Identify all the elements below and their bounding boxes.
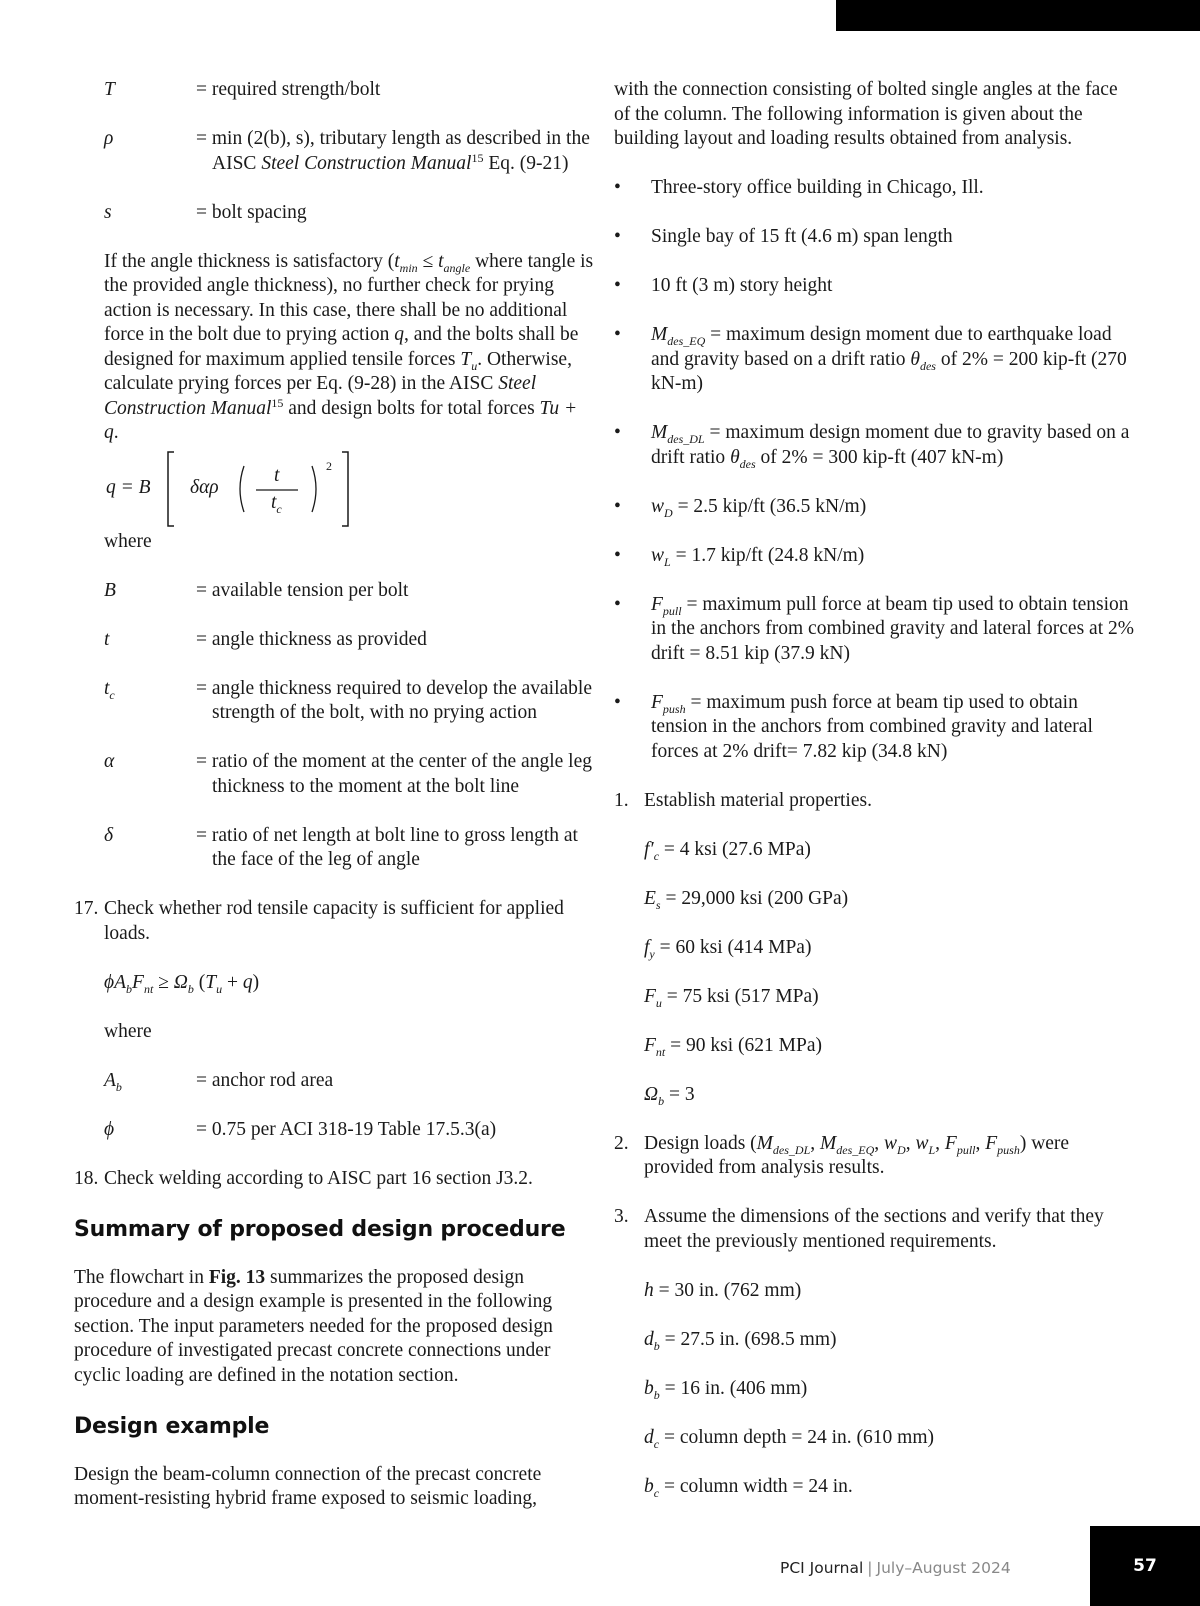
paragraph-angle-thickness: If the angle thickness is satisfactory ($t_{min} \le t_{angle}$ where tangle is the provided angle thickness), no further check for prying action is necessary. In this case, there shall be no additional force in the bolt due to prying action q, and the bolts shall be designed for maximum applied tensile forces $T_u$. Otherwise, calculate prying forces per Eq. (9-28) in the AISC Steel Construction Manual$^{15}$ and design bolts for total forces Tu + q. — [104, 250, 594, 443]
def-alpha — [104, 750, 594, 799]
heading-design-example: Design example — [74, 1413, 270, 1439]
paragraph-continued: with the connection consisting of bolted single angles at the face of the column. The following information is given about the building layout and loading results obtained from analysis. — [614, 79, 1118, 149]
def-symbol: δ — [104, 824, 114, 846]
step-text: Establish material properties. — [644, 789, 872, 811]
page-number-box — [1090, 1526, 1200, 1606]
step-text: Design loads ($M_{des\_DL}$, $M_{des\_EQ}$, $w_D$, $w_L$, $F_{pull}$, $F_{push}$) were provided from analysis results. — [644, 1132, 1070, 1178]
def-B — [104, 579, 594, 604]
def-text: = min (2(b), s), tributary length as described in the AISC Steel Construction Manual$^{15}$ Eq. (9-21) — [196, 128, 590, 174]
def-symbol: $A_b$ — [104, 1069, 122, 1094]
formula-inner: δαρ — [190, 476, 219, 498]
def-text: = anchor rod area — [196, 1069, 334, 1091]
step-3 — [614, 1205, 1134, 1254]
def-delta — [104, 824, 594, 873]
def-Ab — [104, 1069, 594, 1094]
bullet-building: • Three-story office building in Chicago, Ill. — [614, 176, 1134, 201]
def-symbol: t — [104, 628, 110, 650]
def-text: = required strength/bolt — [196, 79, 381, 100]
step-18 — [74, 1167, 594, 1192]
step-number: 17. — [74, 898, 99, 919]
step-1 — [614, 789, 1134, 814]
step-number: 18. — [74, 1167, 99, 1189]
step-number: 2. — [614, 1132, 629, 1154]
formula-denominator: $t_c$ — [271, 491, 282, 516]
bullet-wl: • $w_L = 1.7$ kip/ft (24.8 kN/m) — [614, 544, 865, 569]
def-text: = 0.75 per ACI 318-19 Table 17.5.3(a) — [196, 1118, 497, 1140]
def-rho — [104, 127, 594, 176]
material-fnt: $F_{nt} = 90$ ksi (621 MPa) — [644, 1034, 822, 1059]
where-label: where — [104, 1020, 152, 1042]
bullet-wd: • $w_D = 2.5$ kip/ft (36.5 kN/m) — [614, 495, 867, 520]
formula-lhs: q = B — [106, 476, 151, 498]
def-text: = bolt spacing — [196, 201, 307, 223]
prying-formula — [104, 448, 594, 530]
material-omega: $\Omega_b = 3$ — [644, 1083, 695, 1108]
page-number: 57 — [1133, 1556, 1157, 1576]
footer-separator: | — [867, 1559, 873, 1577]
def-t — [104, 628, 594, 653]
bullet-dot: • — [614, 422, 621, 443]
def-symbol: T — [104, 79, 115, 100]
bullet-fpull: • $F_{pull}$ = maximum pull force at beam tip used to obtain tension in the anchors from combined gravity and lateral forces at 2% drift = 8.51 kip (37.9 kN) — [614, 593, 1134, 664]
step-text: Check whether rod tensile capacity is sufficient for applied loads. — [104, 898, 564, 944]
bullet-dot: • — [614, 177, 621, 198]
right-column — [614, 78, 1134, 1499]
bullet-mdes-dl: • $M_{des\_DL}$ = maximum design moment due to gravity based on a drift ratio $\theta_{des}$ of 2% = 300 kip-ft (407 kN-m) — [614, 422, 1130, 471]
bullet-dot: • — [614, 275, 621, 296]
bullet-fpush: • $F_{push}$ = maximum push force at beam tip used to obtain tension in the anchors from combined gravity and lateral forces at 2% drift= 7.82 kip (34.8 kN) — [614, 691, 1093, 762]
def-text: = angle thickness as provided — [196, 628, 427, 650]
material-fu: $F_u = 75$ ksi (517 MPa) — [644, 985, 819, 1010]
def-s — [104, 201, 594, 226]
step-17 — [74, 897, 594, 946]
paragraph-summary: The flowchart in Fig. 13 summarizes the proposed design procedure and a design example is presented in the following section. The input parameters needed for the proposed design procedure of investigated precast concrete connections under cyclic loading are defined in the notation section. — [74, 1266, 553, 1386]
dim-dc: $d_c$ = column depth = 24 in. (610 mm) — [644, 1426, 935, 1451]
def-T — [104, 78, 594, 103]
issue-date: July–August 2024 — [876, 1559, 1011, 1577]
bullet-dot: • — [614, 593, 621, 615]
where-label: where — [104, 530, 152, 552]
def-text: = ratio of net length at bolt line to gross length at the face of the leg of angle — [196, 824, 578, 870]
material-es: $E_s = 29,000$ ksi (200 GPa) — [644, 887, 849, 912]
def-text: = angle thickness required to develop the available strength of the bolt, with no prying action — [196, 677, 592, 723]
step-text: Check welding according to AISC part 16 section J3.2. — [104, 1167, 533, 1189]
dim-bc: $b_c$ = column width = 24 in. — [644, 1475, 853, 1500]
bullet-story: • 10 ft (3 m) story height — [614, 274, 1134, 299]
step-number: 1. — [614, 789, 629, 811]
bullet-dot: • — [614, 226, 621, 247]
page-footer — [780, 1556, 1011, 1581]
dim-h: h = 30 in. (762 mm) — [644, 1279, 802, 1301]
material-fy: $f_y = 60$ ksi (414 MPa) — [644, 936, 812, 961]
def-symbol: B — [104, 579, 116, 601]
paragraph-design-example: Design the beam-column connection of the precast concrete moment-resisting hybrid frame exposed to seismic loading, — [74, 1463, 542, 1509]
dim-db: $d_b = 27.5$ in. (698.5 mm) — [644, 1328, 837, 1353]
def-symbol: ϕ — [104, 1118, 115, 1140]
heading-summary: Summary of proposed design procedure — [74, 1216, 566, 1242]
material-fc: $f'_c = 4$ ksi (27.6 MPa) — [644, 838, 811, 863]
formula-numerator: t — [274, 464, 280, 486]
def-symbol: α — [104, 751, 115, 772]
bullet-dot: • — [614, 324, 621, 345]
dim-bb: $b_b = 16$ in. (406 mm) — [644, 1377, 808, 1402]
step-2 — [614, 1132, 1134, 1181]
step-text: Assume the dimensions of the sections and verify that they meet the previously mentioned requirements. — [644, 1206, 1104, 1252]
def-symbol: ρ — [104, 128, 114, 149]
bullet-dot: • — [614, 691, 621, 713]
def-text: = available tension per bolt — [196, 579, 409, 601]
bullet-dot: • — [614, 544, 621, 566]
def-symbol: $t_c$ — [104, 677, 115, 702]
formula-exponent: 2 — [326, 458, 332, 473]
journal-name: PCI Journal — [780, 1559, 864, 1577]
def-text: = ratio of the moment at the center of the angle leg thickness to the moment at the bolt line — [196, 751, 592, 797]
bullet-span: • Single bay of 15 ft (4.6 m) span length — [614, 225, 1134, 250]
def-tc — [104, 677, 594, 726]
bullet-dot: • — [614, 495, 621, 517]
top-black-bar — [836, 0, 1200, 31]
def-phi — [104, 1118, 594, 1143]
left-column — [74, 78, 594, 1512]
step-number: 3. — [614, 1206, 629, 1227]
bullet-mdes-eq: • $M_{des\_EQ}$ = maximum design moment due to earthquake load and gravity based on a drift ratio $\theta_{des}$ of 2% = 200 kip-ft (270 kN-m) — [614, 324, 1127, 394]
def-symbol: s — [104, 201, 112, 223]
equation-rod-capacity: $\phi A_bF_{nt} \ge \Omega_b$ $(T_u + q)$ — [104, 971, 260, 996]
